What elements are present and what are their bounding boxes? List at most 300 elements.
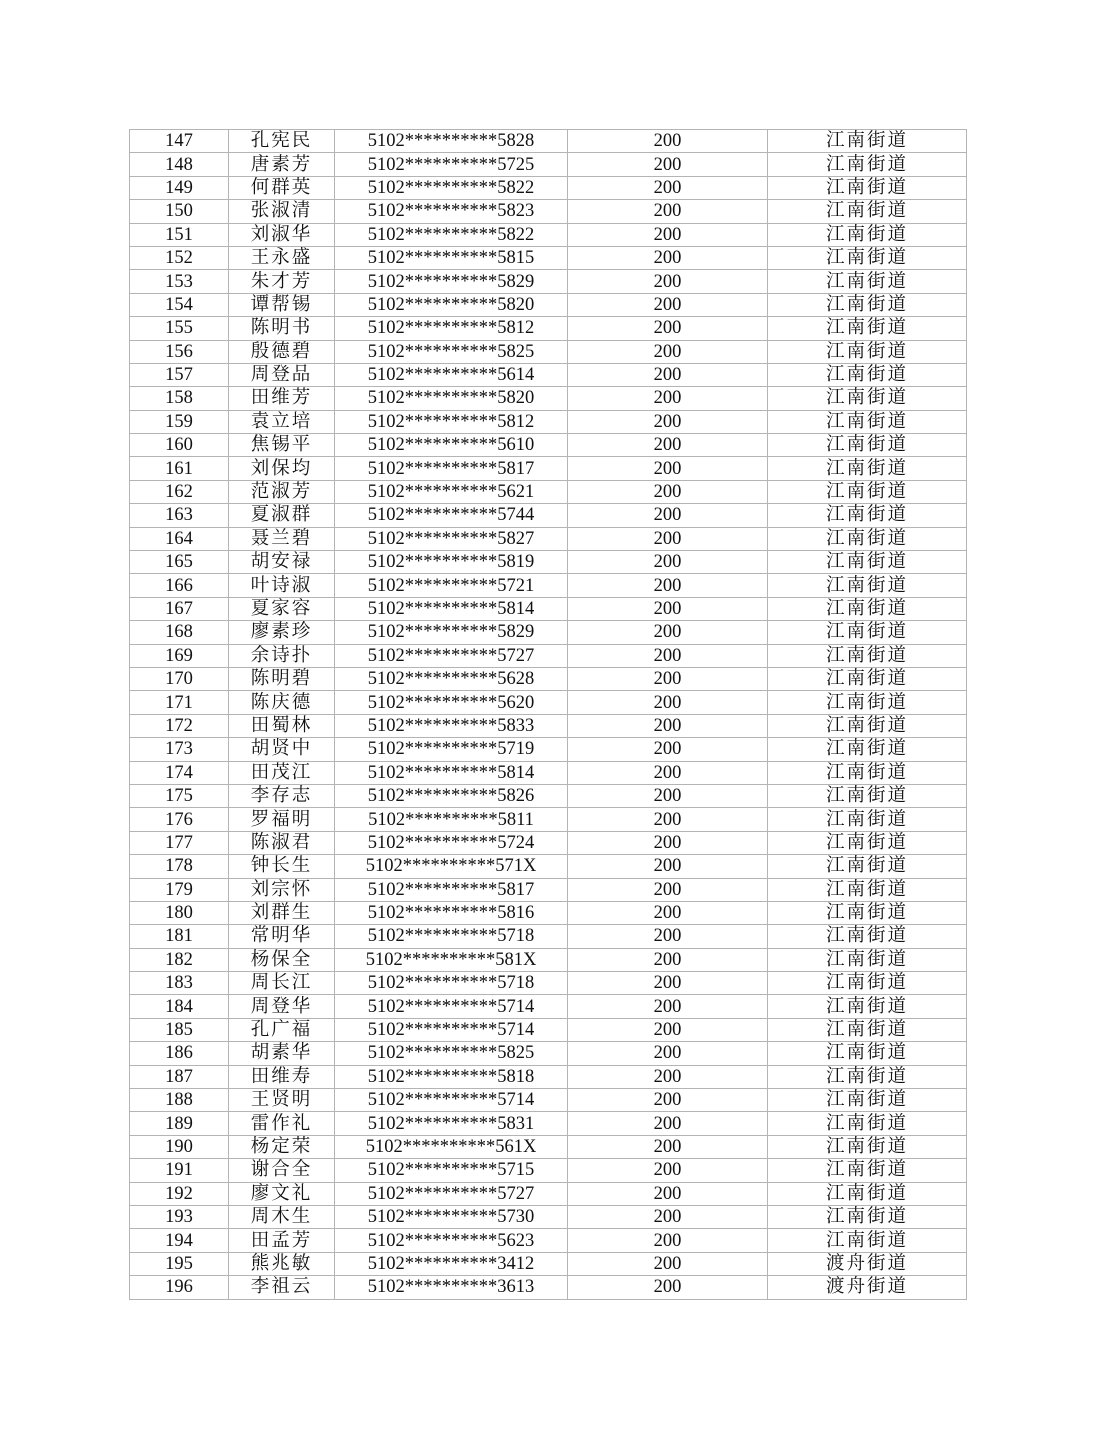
name-cell: 朱才芳 xyxy=(229,270,335,293)
name-cell: 袁立培 xyxy=(229,410,335,433)
amount-cell: 200 xyxy=(568,761,768,784)
subdistrict-cell: 江南街道 xyxy=(768,948,967,971)
amount-cell: 200 xyxy=(568,948,768,971)
id-number-cell: 5102**********5623 xyxy=(335,1229,568,1252)
row-number-cell: 175 xyxy=(130,784,229,807)
subdistrict-cell: 江南街道 xyxy=(768,223,967,246)
row-number-cell: 182 xyxy=(130,948,229,971)
subdistrict-cell: 江南街道 xyxy=(768,667,967,690)
id-number-cell: 5102**********5724 xyxy=(335,831,568,854)
name-cell: 罗福明 xyxy=(229,808,335,831)
row-number-cell: 162 xyxy=(130,480,229,503)
subdistrict-cell: 江南街道 xyxy=(768,761,967,784)
id-number-cell: 5102**********5822 xyxy=(335,223,568,246)
name-cell: 廖文礼 xyxy=(229,1182,335,1205)
row-number-cell: 187 xyxy=(130,1065,229,1088)
table-row xyxy=(130,1252,967,1275)
name-cell: 何群英 xyxy=(229,176,335,199)
id-number-cell: 5102**********5817 xyxy=(335,457,568,480)
amount-cell: 200 xyxy=(568,223,768,246)
amount-cell: 200 xyxy=(568,200,768,223)
name-cell: 李存志 xyxy=(229,784,335,807)
row-number-cell: 169 xyxy=(130,644,229,667)
id-number-cell: 5102**********5827 xyxy=(335,527,568,550)
table-row xyxy=(130,504,967,527)
row-number-cell: 196 xyxy=(130,1276,229,1299)
row-number-cell: 193 xyxy=(130,1205,229,1228)
row-number-cell: 166 xyxy=(130,574,229,597)
name-cell: 周木生 xyxy=(229,1205,335,1228)
subdistrict-cell: 江南街道 xyxy=(768,1159,967,1182)
subdistrict-cell: 江南街道 xyxy=(768,714,967,737)
subdistrict-cell: 江南街道 xyxy=(768,527,967,550)
id-number-cell: 5102**********5820 xyxy=(335,293,568,316)
subdistrict-cell: 江南街道 xyxy=(768,855,967,878)
id-number-cell: 5102**********5718 xyxy=(335,972,568,995)
name-cell: 聂兰碧 xyxy=(229,527,335,550)
row-number-cell: 190 xyxy=(130,1135,229,1158)
row-number-cell: 154 xyxy=(130,293,229,316)
row-number-cell: 159 xyxy=(130,410,229,433)
row-number-cell: 171 xyxy=(130,691,229,714)
subdistrict-cell: 江南街道 xyxy=(768,551,967,574)
table-row xyxy=(130,340,967,363)
table-row xyxy=(130,1112,967,1135)
id-number-cell: 5102**********5744 xyxy=(335,504,568,527)
table-row xyxy=(130,948,967,971)
amount-cell: 200 xyxy=(568,293,768,316)
id-number-cell: 5102**********5818 xyxy=(335,1065,568,1088)
amount-cell: 200 xyxy=(568,1205,768,1228)
amount-cell: 200 xyxy=(568,363,768,386)
table-row xyxy=(130,176,967,199)
name-cell: 胡安禄 xyxy=(229,551,335,574)
subdistrict-cell: 江南街道 xyxy=(768,387,967,410)
table-row xyxy=(130,855,967,878)
subdistrict-cell: 江南街道 xyxy=(768,176,967,199)
table-row xyxy=(130,808,967,831)
name-cell: 范淑芳 xyxy=(229,480,335,503)
row-number-cell: 158 xyxy=(130,387,229,410)
name-cell: 夏家容 xyxy=(229,597,335,620)
name-cell: 杨保全 xyxy=(229,948,335,971)
amount-cell: 200 xyxy=(568,878,768,901)
row-number-cell: 181 xyxy=(130,925,229,948)
row-number-cell: 176 xyxy=(130,808,229,831)
amount-cell: 200 xyxy=(568,1182,768,1205)
row-number-cell: 151 xyxy=(130,223,229,246)
row-number-cell: 195 xyxy=(130,1252,229,1275)
table-row xyxy=(130,1135,967,1158)
subdistrict-cell: 江南街道 xyxy=(768,878,967,901)
table-row xyxy=(130,480,967,503)
table-row xyxy=(130,410,967,433)
name-cell: 廖素珍 xyxy=(229,621,335,644)
subdistrict-cell: 江南街道 xyxy=(768,574,967,597)
table-row xyxy=(130,1229,967,1252)
subdistrict-cell: 江南街道 xyxy=(768,340,967,363)
table-row xyxy=(130,1018,967,1041)
row-number-cell: 153 xyxy=(130,270,229,293)
id-number-cell: 5102**********5828 xyxy=(335,130,568,153)
name-cell: 孔广福 xyxy=(229,1018,335,1041)
amount-cell: 200 xyxy=(568,691,768,714)
id-number-cell: 5102**********5829 xyxy=(335,270,568,293)
table-row xyxy=(130,621,967,644)
amount-cell: 200 xyxy=(568,1252,768,1275)
table-row xyxy=(130,317,967,340)
table-row xyxy=(130,644,967,667)
subdistrict-cell: 江南街道 xyxy=(768,1112,967,1135)
amount-cell: 200 xyxy=(568,527,768,550)
subdistrict-cell: 江南街道 xyxy=(768,808,967,831)
id-number-cell: 5102**********5816 xyxy=(335,901,568,924)
row-number-cell: 174 xyxy=(130,761,229,784)
name-cell: 田茂江 xyxy=(229,761,335,784)
name-cell: 李祖云 xyxy=(229,1276,335,1299)
id-number-cell: 5102**********5727 xyxy=(335,644,568,667)
amount-cell: 200 xyxy=(568,130,768,153)
name-cell: 谭帮锡 xyxy=(229,293,335,316)
amount-cell: 200 xyxy=(568,176,768,199)
id-number-cell: 5102**********5814 xyxy=(335,597,568,620)
subdistrict-cell: 江南街道 xyxy=(768,1042,967,1065)
name-cell: 周长江 xyxy=(229,972,335,995)
subdistrict-cell: 江南街道 xyxy=(768,363,967,386)
table-row xyxy=(130,1276,967,1299)
row-number-cell: 149 xyxy=(130,176,229,199)
subdistrict-cell: 江南街道 xyxy=(768,317,967,340)
table-row xyxy=(130,1182,967,1205)
id-number-cell: 5102**********5825 xyxy=(335,1042,568,1065)
name-cell: 钟长生 xyxy=(229,855,335,878)
subdistrict-cell: 江南街道 xyxy=(768,995,967,1018)
row-number-cell: 192 xyxy=(130,1182,229,1205)
table-row xyxy=(130,387,967,410)
name-cell: 刘保均 xyxy=(229,457,335,480)
id-number-cell: 5102**********3613 xyxy=(335,1276,568,1299)
id-number-cell: 5102**********5714 xyxy=(335,1089,568,1112)
table-row xyxy=(130,784,967,807)
id-number-cell: 5102**********5826 xyxy=(335,784,568,807)
subdistrict-cell: 江南街道 xyxy=(768,130,967,153)
amount-cell: 200 xyxy=(568,1018,768,1041)
table-row xyxy=(130,691,967,714)
id-number-cell: 5102**********5621 xyxy=(335,480,568,503)
row-number-cell: 186 xyxy=(130,1042,229,1065)
subdistrict-cell: 江南街道 xyxy=(768,784,967,807)
id-number-cell: 5102**********5725 xyxy=(335,153,568,176)
subdistrict-cell: 江南街道 xyxy=(768,457,967,480)
row-number-cell: 189 xyxy=(130,1112,229,1135)
id-number-cell: 5102**********581X xyxy=(335,948,568,971)
table-row xyxy=(130,1205,967,1228)
table-row xyxy=(130,153,967,176)
name-cell: 常明华 xyxy=(229,925,335,948)
row-number-cell: 185 xyxy=(130,1018,229,1041)
table-row xyxy=(130,714,967,737)
subdistrict-cell: 江南街道 xyxy=(768,1135,967,1158)
amount-cell: 200 xyxy=(568,597,768,620)
amount-cell: 200 xyxy=(568,340,768,363)
id-number-cell: 5102**********5823 xyxy=(335,200,568,223)
name-cell: 张淑清 xyxy=(229,200,335,223)
table-row xyxy=(130,200,967,223)
amount-cell: 200 xyxy=(568,1089,768,1112)
name-cell: 夏淑群 xyxy=(229,504,335,527)
amount-cell: 200 xyxy=(568,901,768,924)
id-number-cell: 5102**********5819 xyxy=(335,551,568,574)
id-number-cell: 5102**********5620 xyxy=(335,691,568,714)
id-number-cell: 5102**********561X xyxy=(335,1135,568,1158)
subdistrict-cell: 江南街道 xyxy=(768,738,967,761)
subdistrict-cell: 江南街道 xyxy=(768,691,967,714)
id-number-cell: 5102**********5812 xyxy=(335,410,568,433)
amount-cell: 200 xyxy=(568,831,768,854)
roster-table-body xyxy=(130,130,967,1300)
name-cell: 胡素华 xyxy=(229,1042,335,1065)
amount-cell: 200 xyxy=(568,246,768,269)
name-cell: 陈明碧 xyxy=(229,667,335,690)
id-number-cell: 5102**********5614 xyxy=(335,363,568,386)
amount-cell: 200 xyxy=(568,714,768,737)
name-cell: 田蜀林 xyxy=(229,714,335,737)
id-number-cell: 5102**********5812 xyxy=(335,317,568,340)
subdistrict-cell: 江南街道 xyxy=(768,925,967,948)
name-cell: 孔宪民 xyxy=(229,130,335,153)
row-number-cell: 155 xyxy=(130,317,229,340)
table-row xyxy=(130,667,967,690)
row-number-cell: 147 xyxy=(130,130,229,153)
table-row xyxy=(130,457,967,480)
name-cell: 刘宗怀 xyxy=(229,878,335,901)
table-row xyxy=(130,1089,967,1112)
amount-cell: 200 xyxy=(568,504,768,527)
amount-cell: 200 xyxy=(568,574,768,597)
id-number-cell: 5102**********5715 xyxy=(335,1159,568,1182)
subdistrict-cell: 江南街道 xyxy=(768,597,967,620)
row-number-cell: 164 xyxy=(130,527,229,550)
amount-cell: 200 xyxy=(568,644,768,667)
amount-cell: 200 xyxy=(568,972,768,995)
subdistrict-cell: 渡舟街道 xyxy=(768,1252,967,1275)
subdistrict-cell: 江南街道 xyxy=(768,1065,967,1088)
subdistrict-cell: 江南街道 xyxy=(768,1018,967,1041)
subdistrict-cell: 江南街道 xyxy=(768,1089,967,1112)
row-number-cell: 177 xyxy=(130,831,229,854)
amount-cell: 200 xyxy=(568,153,768,176)
subdistrict-cell: 江南街道 xyxy=(768,246,967,269)
subdistrict-cell: 江南街道 xyxy=(768,972,967,995)
amount-cell: 200 xyxy=(568,1065,768,1088)
subdistrict-cell: 江南街道 xyxy=(768,434,967,457)
id-number-cell: 5102**********5714 xyxy=(335,995,568,1018)
table-row xyxy=(130,434,967,457)
subdistrict-cell: 江南街道 xyxy=(768,153,967,176)
table-row xyxy=(130,738,967,761)
name-cell: 熊兆敏 xyxy=(229,1252,335,1275)
name-cell: 杨定荣 xyxy=(229,1135,335,1158)
subdistrict-cell: 江南街道 xyxy=(768,293,967,316)
amount-cell: 200 xyxy=(568,995,768,1018)
name-cell: 余诗扑 xyxy=(229,644,335,667)
name-cell: 胡贤中 xyxy=(229,738,335,761)
name-cell: 雷作礼 xyxy=(229,1112,335,1135)
subdistrict-cell: 渡舟街道 xyxy=(768,1276,967,1299)
table-row xyxy=(130,831,967,854)
id-number-cell: 5102**********5719 xyxy=(335,738,568,761)
id-number-cell: 5102**********5825 xyxy=(335,340,568,363)
amount-cell: 200 xyxy=(568,317,768,340)
row-number-cell: 173 xyxy=(130,738,229,761)
table-row xyxy=(130,574,967,597)
row-number-cell: 178 xyxy=(130,855,229,878)
name-cell: 陈淑君 xyxy=(229,831,335,854)
row-number-cell: 168 xyxy=(130,621,229,644)
table-row xyxy=(130,246,967,269)
amount-cell: 200 xyxy=(568,667,768,690)
amount-cell: 200 xyxy=(568,621,768,644)
row-number-cell: 160 xyxy=(130,434,229,457)
name-cell: 陈明书 xyxy=(229,317,335,340)
id-number-cell: 5102**********5727 xyxy=(335,1182,568,1205)
amount-cell: 200 xyxy=(568,551,768,574)
table-row xyxy=(130,1042,967,1065)
amount-cell: 200 xyxy=(568,738,768,761)
amount-cell: 200 xyxy=(568,434,768,457)
table-row xyxy=(130,1065,967,1088)
table-row xyxy=(130,995,967,1018)
id-number-cell: 5102**********5829 xyxy=(335,621,568,644)
id-number-cell: 5102**********5721 xyxy=(335,574,568,597)
id-number-cell: 5102**********5730 xyxy=(335,1205,568,1228)
amount-cell: 200 xyxy=(568,925,768,948)
row-number-cell: 170 xyxy=(130,667,229,690)
table-row xyxy=(130,925,967,948)
amount-cell: 200 xyxy=(568,1159,768,1182)
row-number-cell: 167 xyxy=(130,597,229,620)
amount-cell: 200 xyxy=(568,410,768,433)
amount-cell: 200 xyxy=(568,270,768,293)
table-row xyxy=(130,527,967,550)
id-number-cell: 5102**********5814 xyxy=(335,761,568,784)
table-row xyxy=(130,551,967,574)
name-cell: 谢合全 xyxy=(229,1159,335,1182)
row-number-cell: 172 xyxy=(130,714,229,737)
amount-cell: 200 xyxy=(568,808,768,831)
row-number-cell: 156 xyxy=(130,340,229,363)
row-number-cell: 180 xyxy=(130,901,229,924)
name-cell: 叶诗淑 xyxy=(229,574,335,597)
table-row xyxy=(130,130,967,153)
row-number-cell: 188 xyxy=(130,1089,229,1112)
amount-cell: 200 xyxy=(568,480,768,503)
table-row xyxy=(130,901,967,924)
roster-table xyxy=(129,129,967,1300)
name-cell: 刘群生 xyxy=(229,901,335,924)
id-number-cell: 5102**********5628 xyxy=(335,667,568,690)
name-cell: 焦锡平 xyxy=(229,434,335,457)
subdistrict-cell: 江南街道 xyxy=(768,1205,967,1228)
id-number-cell: 5102**********571X xyxy=(335,855,568,878)
table-row xyxy=(130,363,967,386)
subdistrict-cell: 江南街道 xyxy=(768,1229,967,1252)
row-number-cell: 150 xyxy=(130,200,229,223)
subdistrict-cell: 江南街道 xyxy=(768,504,967,527)
table-row xyxy=(130,597,967,620)
row-number-cell: 165 xyxy=(130,551,229,574)
amount-cell: 200 xyxy=(568,784,768,807)
id-number-cell: 5102**********5714 xyxy=(335,1018,568,1041)
table-row xyxy=(130,761,967,784)
subdistrict-cell: 江南街道 xyxy=(768,480,967,503)
name-cell: 殷德碧 xyxy=(229,340,335,363)
table-row xyxy=(130,223,967,246)
id-number-cell: 5102**********5822 xyxy=(335,176,568,199)
name-cell: 陈庆德 xyxy=(229,691,335,714)
amount-cell: 200 xyxy=(568,387,768,410)
amount-cell: 200 xyxy=(568,1135,768,1158)
row-number-cell: 183 xyxy=(130,972,229,995)
name-cell: 唐素芳 xyxy=(229,153,335,176)
subdistrict-cell: 江南街道 xyxy=(768,410,967,433)
id-number-cell: 5102**********3412 xyxy=(335,1252,568,1275)
id-number-cell: 5102**********5820 xyxy=(335,387,568,410)
name-cell: 王永盛 xyxy=(229,246,335,269)
id-number-cell: 5102**********5815 xyxy=(335,246,568,269)
id-number-cell: 5102**********5831 xyxy=(335,1112,568,1135)
name-cell: 田维芳 xyxy=(229,387,335,410)
subdistrict-cell: 江南街道 xyxy=(768,901,967,924)
name-cell: 田维寿 xyxy=(229,1065,335,1088)
row-number-cell: 179 xyxy=(130,878,229,901)
id-number-cell: 5102**********5833 xyxy=(335,714,568,737)
subdistrict-cell: 江南街道 xyxy=(768,1182,967,1205)
amount-cell: 200 xyxy=(568,1112,768,1135)
id-number-cell: 5102**********5610 xyxy=(335,434,568,457)
table-row xyxy=(130,878,967,901)
name-cell: 刘淑华 xyxy=(229,223,335,246)
id-number-cell: 5102**********5811 xyxy=(335,808,568,831)
row-number-cell: 163 xyxy=(130,504,229,527)
amount-cell: 200 xyxy=(568,1276,768,1299)
name-cell: 田孟芳 xyxy=(229,1229,335,1252)
row-number-cell: 152 xyxy=(130,246,229,269)
amount-cell: 200 xyxy=(568,457,768,480)
row-number-cell: 157 xyxy=(130,363,229,386)
table-row xyxy=(130,1159,967,1182)
subdistrict-cell: 江南街道 xyxy=(768,831,967,854)
subdistrict-cell: 江南街道 xyxy=(768,644,967,667)
table-row xyxy=(130,270,967,293)
table-row xyxy=(130,972,967,995)
row-number-cell: 194 xyxy=(130,1229,229,1252)
name-cell: 周登华 xyxy=(229,995,335,1018)
subdistrict-cell: 江南街道 xyxy=(768,200,967,223)
name-cell: 王贤明 xyxy=(229,1089,335,1112)
id-number-cell: 5102**********5817 xyxy=(335,878,568,901)
row-number-cell: 148 xyxy=(130,153,229,176)
subdistrict-cell: 江南街道 xyxy=(768,270,967,293)
subdistrict-cell: 江南街道 xyxy=(768,621,967,644)
row-number-cell: 184 xyxy=(130,995,229,1018)
amount-cell: 200 xyxy=(568,1042,768,1065)
amount-cell: 200 xyxy=(568,855,768,878)
row-number-cell: 191 xyxy=(130,1159,229,1182)
row-number-cell: 161 xyxy=(130,457,229,480)
id-number-cell: 5102**********5718 xyxy=(335,925,568,948)
amount-cell: 200 xyxy=(568,1229,768,1252)
